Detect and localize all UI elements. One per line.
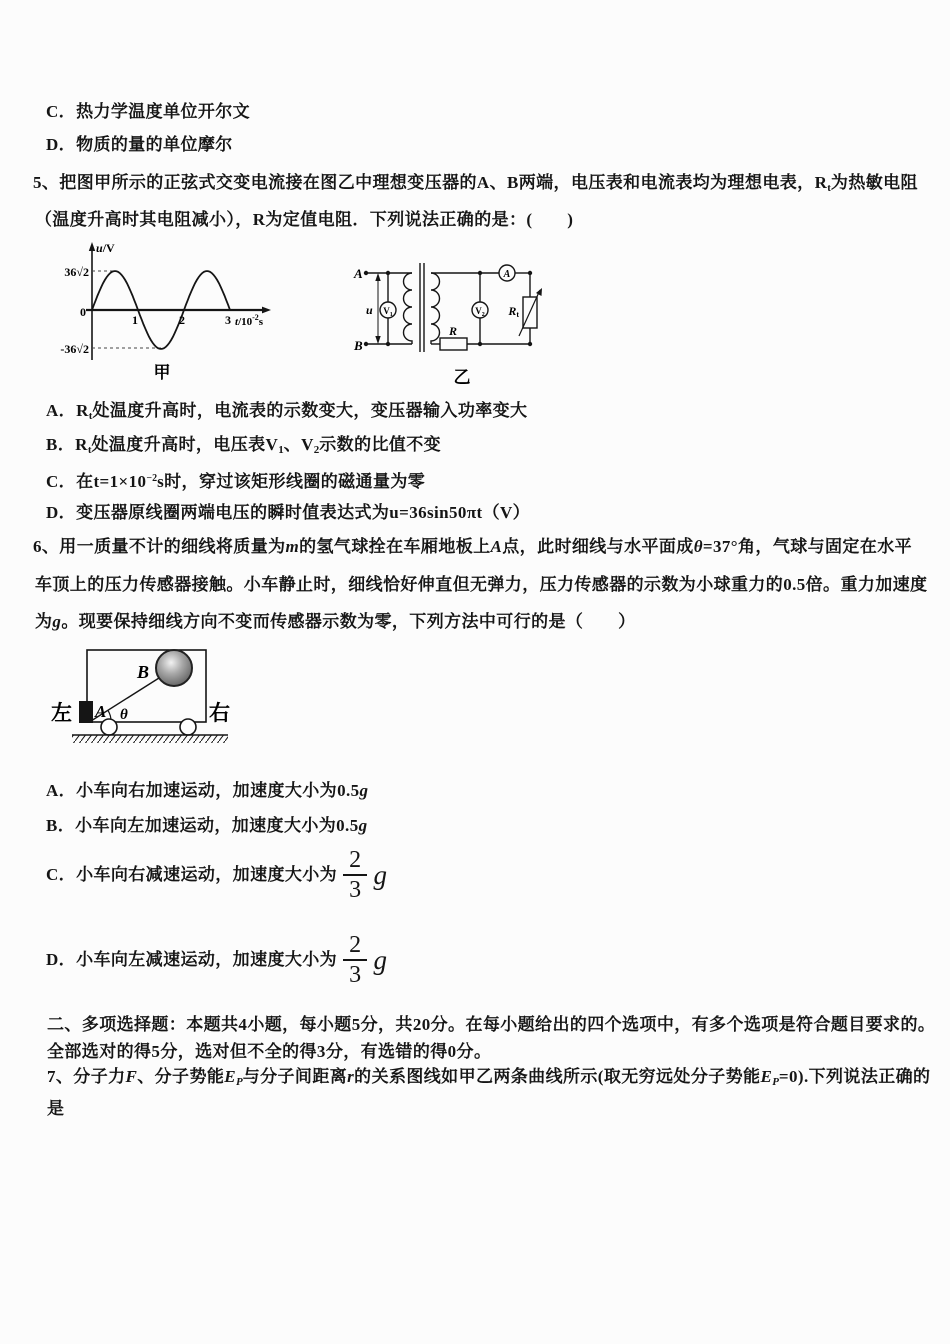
y-axis-label: u/V [96,241,115,255]
gravity-symbol: g [373,945,388,975]
q4-option-c: C．热力学温度单位开尔文 [46,102,251,121]
x-tick-3: 3 [225,313,231,327]
fraction-denominator: 3 [349,876,362,903]
gravity-symbol: g [373,860,388,890]
x-axis-unit-label: $t/10^{-2}s$ [235,313,264,328]
fraction-two-thirds [343,932,367,988]
x-tick-1: 1 [132,313,138,327]
fraction-two-thirds [343,847,367,903]
ground-hatching [72,735,228,743]
q6-option-c-text: C．小车向右减速运动，加速度大小为 [46,865,338,884]
fraction-numerator: 2 [343,847,367,875]
x-tick-2: 2 [179,313,185,327]
q6-option-b: B．小车向左加速运动，加速度大小为0.5g [46,816,368,835]
q6-option-d [46,931,387,989]
corner-block [79,701,93,723]
section2-header-line-1: 二、多项选择题：本题共4小题，每小题5分，共20分。在每小题给出的四个选项中，有多个选项是符合题目要求的。 [47,1015,936,1034]
voltmeter-2-label: $V_2$ [475,306,485,318]
point-a-label: A [95,702,107,721]
y-max-label: 36√2 [64,265,89,279]
point-b-label: B [137,662,150,682]
y-axis-arrow [89,242,95,251]
figure-yi-caption: 乙 [453,368,471,387]
wheel-right [180,719,196,735]
q5-stem-line-2: （温度升高时其电阻减小），R为定值电阻．下列说法正确的是：( ) [35,210,574,229]
right-label: 右 [209,701,230,725]
q6-option-a: A．小车向右加速运动，加速度大小为0.5g [46,781,369,800]
terminal-b-label: B [354,338,363,353]
q7-stem-line-1: 7、分子力F、分子势能EP与分子间距离r的关系图线如甲乙两条曲线所示(取无穷远处分子势能EP=0).下列说法正确的 [47,1067,931,1088]
q4-option-d: D．物质的量的单位摩尔 [46,135,233,154]
resistor-body [440,338,467,350]
q6-stem-line-2: 车顶上的压力传感器接触。小车静止时，细线恰好伸直但无弹力，压力传感器的示数为小球重力的0.5倍。重力加速度 [35,575,928,594]
circuit-figure [352,248,652,393]
thermistor-label: Rt [508,304,519,319]
balloon [156,650,192,686]
terminal-a-label: A [354,266,363,281]
voltmeter-1-label: $V_1$ [383,306,393,318]
waveform-figure [36,240,276,385]
figure-jia-caption: 甲 [153,363,171,382]
q7-stem-line-2: 是 [47,1099,65,1118]
fraction-denominator: 3 [349,961,362,988]
angle-theta-label: θ [120,707,128,723]
q5-stem-line-1: 5、把图甲所示的正弦式交变电流接在图乙中理想变压器的A、B两端，电压表和电流表均为理想电表，Rt为热敏电阻 [33,173,918,194]
q6-stem-line-1: 6、用一质量不计的细线将质量为m的氢气球拴在车厢地板上A点，此时细线与水平面成θ=37°角，气球与固定在水平 [33,537,913,556]
q6-stem-line-3: 为g。现要保持细线方向不变而传感器示数为零，下列方法中可行的是（ ） [35,612,636,631]
ammeter-label: A [503,269,511,280]
x-axis-arrow [262,307,271,314]
primary-coil [404,273,413,344]
q5-option-c: C．在$t=1\times 10^{-2}s$时，穿过该矩形线圈的磁通量为零 [46,472,426,491]
resistor-label: R [448,324,458,338]
thermistor-arrow [536,288,542,296]
q5-option-d: D．变压器原线圈两端电压的瞬时值表达式为u=36sin50πt（V） [46,503,531,522]
wheel-left [101,719,117,735]
secondary-coil [431,273,440,344]
q6-option-c [46,846,387,904]
fraction-numerator: 2 [343,932,367,960]
q6-option-d-text: D．小车向左减速运动，加速度大小为 [46,950,338,969]
source-u-label: u [366,303,373,317]
left-label: 左 [51,701,72,725]
y-zero-label: 0 [80,305,86,319]
y-min-label: -36√2 [60,342,89,356]
q5-option-b: B．Rt处温度升高时，电压表V1、V2示数的比值不变 [46,435,442,456]
car-figure [45,645,245,750]
section2-header-line-2: 全部选对的得5分，选对但不全的得3分，有选错的得0分。 [47,1042,492,1061]
q5-option-a: A．Rt处温度升高时，电流表的示数变大，变压器输入功率变大 [46,401,528,422]
